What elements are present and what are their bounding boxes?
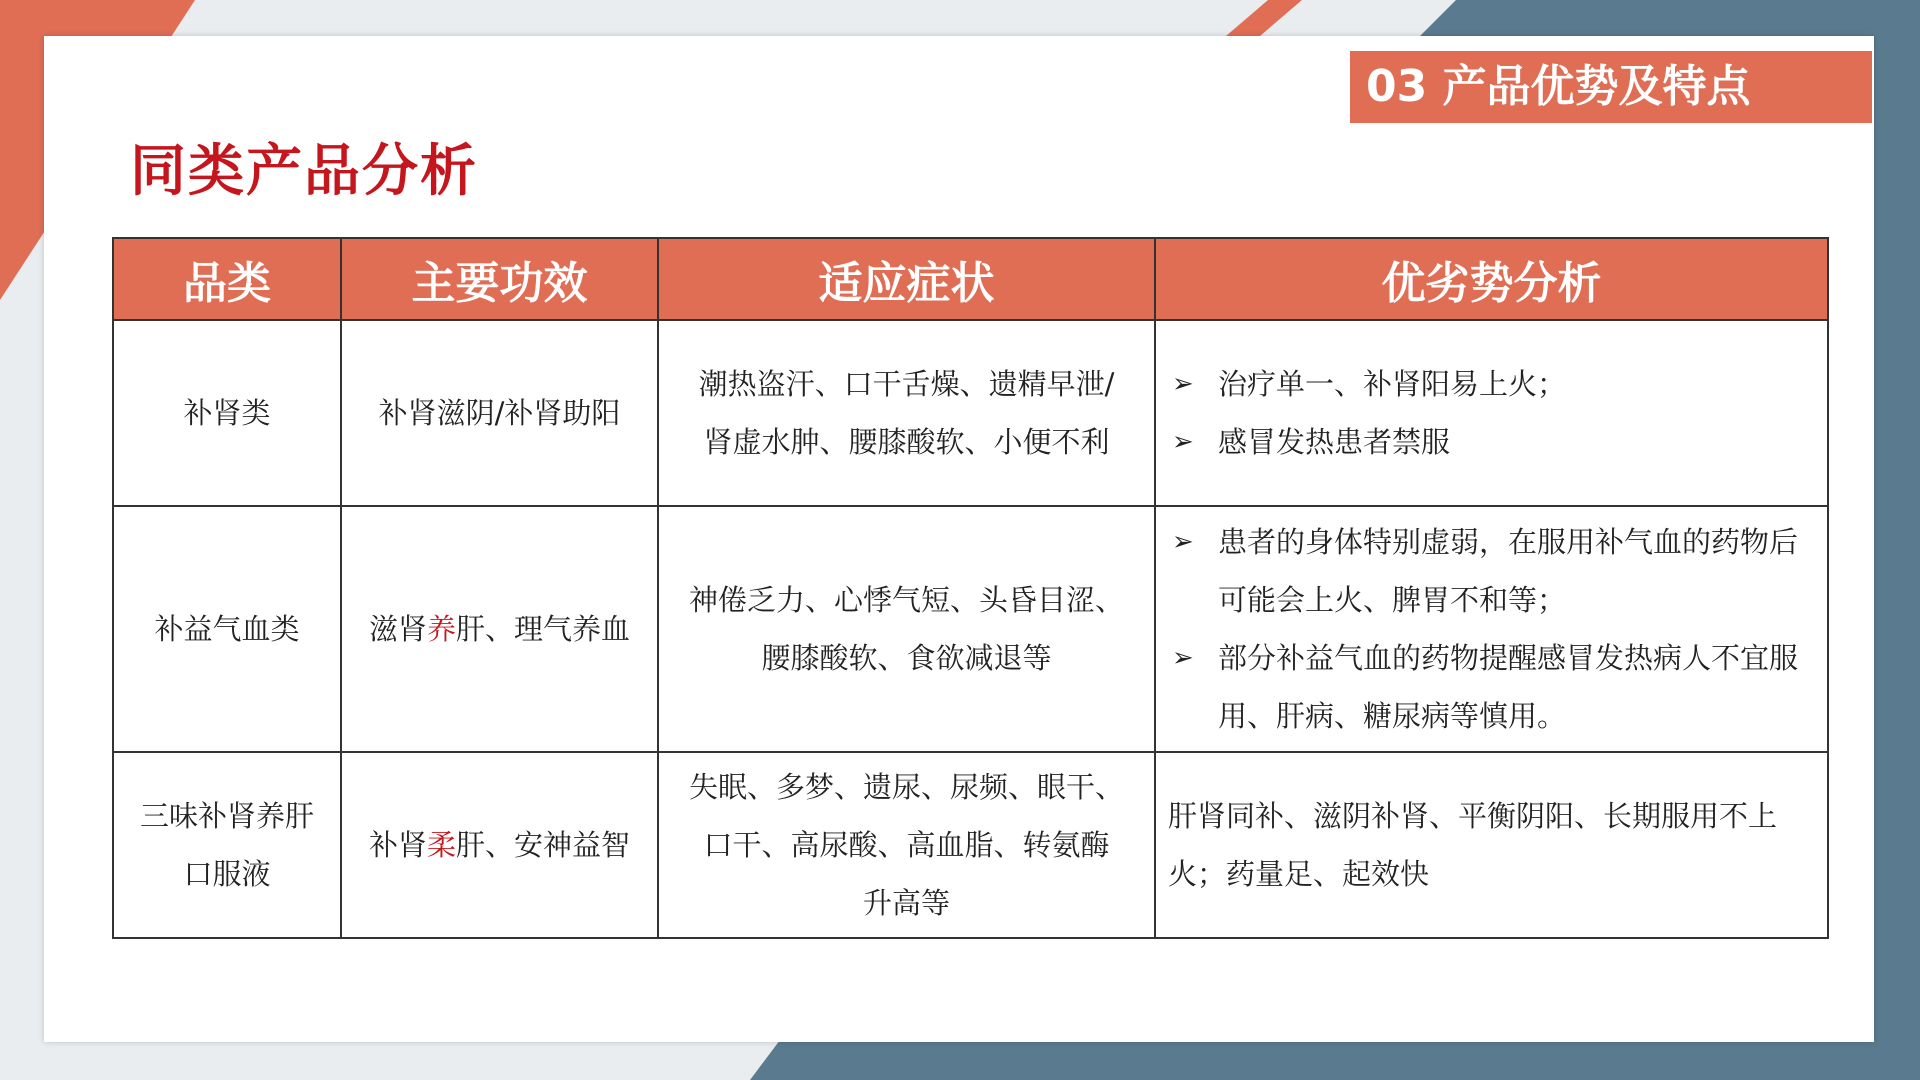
cell-analysis [1155,752,1828,938]
cell-efficacy [341,752,658,938]
table-row [113,320,1828,506]
category-line: 补益气血类 [154,612,300,646]
symptom-line: 升高等 [862,886,950,920]
analysis-text: 肝肾同补、滋阴补肾、平衡阴阳、长期服用不上火；药量足、起效快 [1168,799,1778,891]
analysis-bullet-text: 部分补益气血的药物提醒感冒发热病人不宜服用、肝病、糖尿病等慎用。 [1218,641,1799,733]
efficacy-text-highlight: 柔 [426,828,456,862]
cell-analysis [1155,320,1828,506]
cell-efficacy [341,506,658,752]
arrow-bullet-icon: ➢ [1172,643,1194,673]
symptom-line: 口干、高尿酸、高血脂、转氨酶 [703,828,1110,862]
category-line: 口服液 [183,857,271,891]
bottom-slate-band [750,1040,1920,1080]
section-badge: 03 产品优势及特点 [1350,51,1872,123]
top-stripe-orange [1226,0,1302,36]
analysis-bullet-item [1168,513,1815,629]
comparison-table [112,237,1829,939]
symptom-line: 神倦乏力、心悸气短、头昏目涩、 [688,583,1124,617]
efficacy-text-pre: 滋肾 [368,612,427,646]
analysis-bullet-item [1168,355,1815,413]
table-row [113,752,1828,938]
category-line: 三味补肾养肝 [139,799,314,833]
cell-category [113,320,341,506]
table-row [113,506,1828,752]
symptom-line: 腰膝酸软、食欲减退等 [761,641,1052,675]
cell-symptoms [658,320,1155,506]
efficacy-text-highlight: 养 [426,612,456,646]
efficacy-text: 补肾滋阴/补肾助阳 [378,396,621,430]
header-category: 品类 [113,238,341,320]
analysis-bullet-text: 治疗单一、补肾阳易上火； [1218,367,1567,401]
analysis-bullet-item [1168,629,1815,745]
efficacy-text-pre: 补肾 [368,828,427,862]
symptom-line: 失眠、多梦、遗尿、尿频、眼干、 [688,770,1124,804]
analysis-bullet-text: 患者的身体特别虚弱，在服用补气血的药物后可能会上火、脾胃不和等； [1218,525,1799,617]
cell-category [113,752,341,938]
cell-symptoms [658,752,1155,938]
arrow-bullet-icon: ➢ [1172,527,1194,557]
category-line: 补肾类 [183,396,271,430]
cell-efficacy [341,320,658,506]
symptom-line: 潮热盗汗、口干舌燥、遗精早泄/ [698,367,1115,401]
symptom-line: 肾虚水肿、腰膝酸软、小便不利 [703,425,1110,459]
cell-analysis [1155,506,1828,752]
efficacy-text-post: 肝、安神益智 [456,828,631,862]
header-efficacy: 主要功效 [341,238,658,320]
cell-symptoms [658,506,1155,752]
efficacy-text-post: 肝、理气养血 [456,612,631,646]
table-header-row [113,238,1828,320]
cell-category [113,506,341,752]
analysis-bullet-item [1168,413,1815,471]
arrow-bullet-icon: ➢ [1172,369,1194,399]
arrow-bullet-icon: ➢ [1172,427,1194,457]
page-title: 同类产品分析 [130,139,478,204]
analysis-bullet-text: 感冒发热患者禁服 [1218,425,1451,459]
header-analysis: 优劣势分析 [1155,238,1828,320]
header-symptoms: 适应症状 [658,238,1155,320]
